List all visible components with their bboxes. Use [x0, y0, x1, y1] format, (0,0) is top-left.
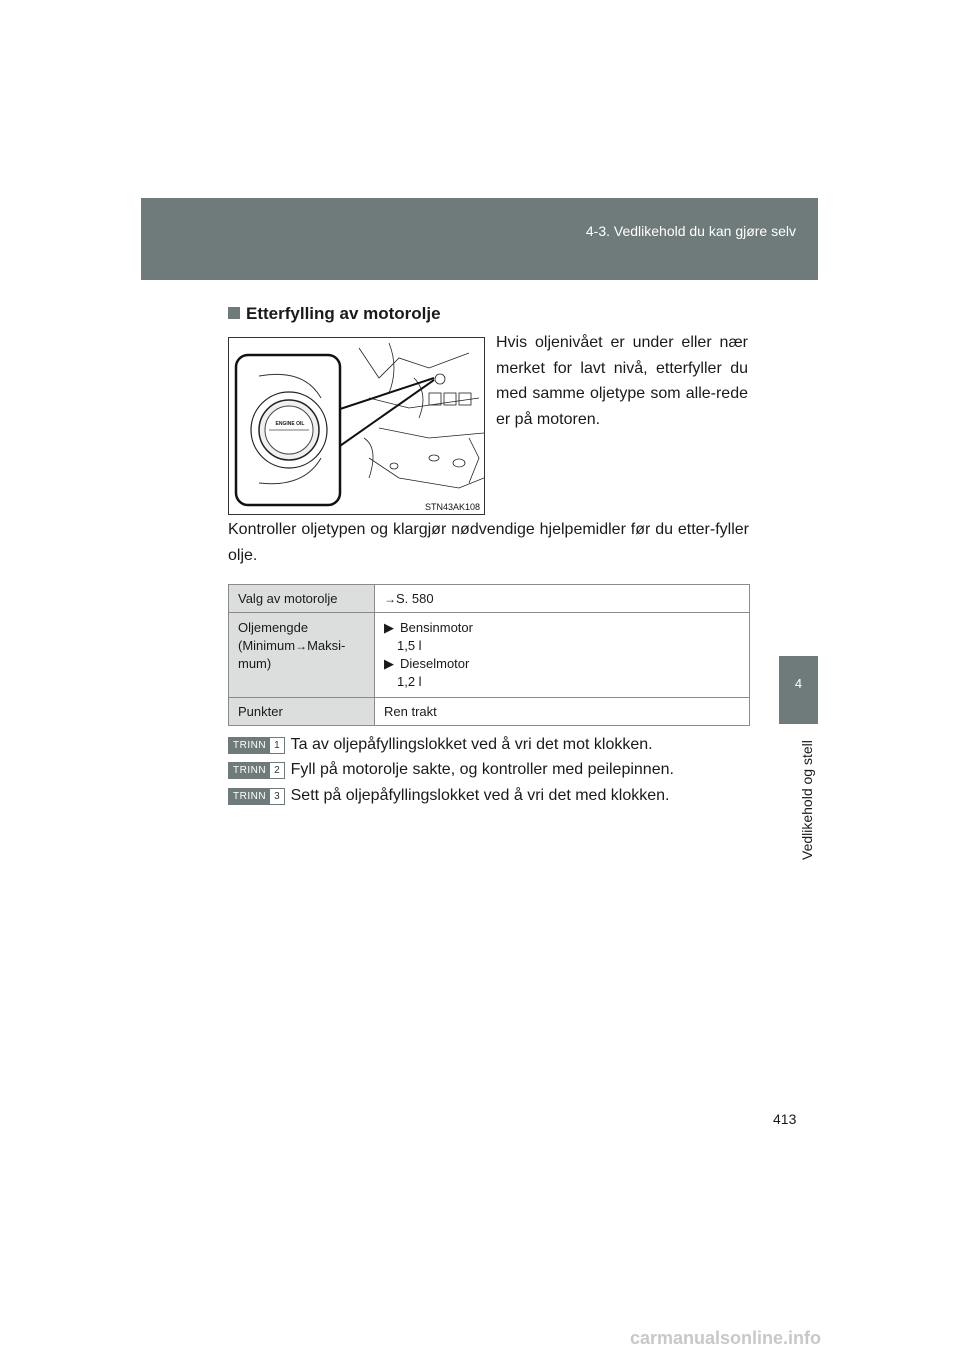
watermark: carmanualsonline.info	[630, 1328, 822, 1348]
section-heading	[228, 304, 441, 324]
step-badge-label: TRINN	[229, 763, 270, 778]
step-badge-label: TRINN	[229, 789, 270, 804]
preparation-paragraph: Kontroller oljetypen og klargjør nødvendige hjelpemidler før du etter-fyller olje.	[228, 521, 749, 564]
table-row	[229, 613, 750, 698]
figure-code: STN43AK108	[424, 502, 480, 512]
key-line: Maksi-	[307, 638, 346, 653]
chapter-header	[141, 198, 818, 280]
step-3	[228, 787, 670, 805]
table-value	[375, 613, 750, 698]
table-key: Valg av motorolje	[229, 585, 375, 613]
engine-bay-drawing	[229, 338, 484, 514]
page-number: 413	[773, 1111, 797, 1127]
chapter-tab-number: 4	[794, 676, 803, 691]
intro-text: Hvis oljenivået er under eller nær merket for lavt nivå, etterfyller du med samme oljetype som alle-rede er på motoren.	[496, 334, 748, 428]
step-text: Fyll på motorolje sakte, og kontroller med peilepinnen.	[290, 761, 674, 778]
step-badge-number: 3	[270, 789, 284, 804]
step-text: Sett på oljepåfyllingslokket ved å vri det med klokken.	[290, 787, 670, 804]
engine-oil-cap-illustration	[228, 337, 485, 515]
key-line: Oljemengde	[238, 620, 309, 635]
list-item	[384, 619, 740, 637]
oil-amount: 1,5 l	[397, 638, 422, 653]
step-text: Ta av oljepåfyllingslokket ved å vri det mot klokken.	[290, 736, 653, 753]
chapter-side-label: Vedlikehold og stell	[799, 740, 815, 860]
page-reference-link[interactable]: S. 580	[396, 591, 434, 606]
step-badge	[228, 788, 285, 805]
table-value	[375, 585, 750, 613]
step-badge	[228, 762, 285, 779]
key-line: (Minimum	[238, 638, 296, 653]
engine-type: Bensinmotor	[400, 620, 473, 635]
chapter-tab	[779, 656, 818, 724]
oil-amount: 1,2 l	[397, 674, 422, 689]
table-key	[229, 613, 375, 698]
chapter-title: 4-3. Vedlikehold du kan gjøre selv	[585, 223, 796, 239]
list-item	[384, 655, 740, 673]
triangle-bullet-icon: ▶	[384, 656, 394, 671]
table-key: Punkter	[229, 698, 375, 726]
triangle-bullet-icon: ▶	[384, 620, 394, 635]
oil-spec-table	[228, 584, 750, 726]
table-value: Ren trakt	[375, 698, 750, 726]
step-1	[228, 736, 653, 754]
section-heading-text: Etterfylling av motorolje	[246, 304, 441, 323]
arrow-right-icon: →	[384, 592, 396, 606]
table-row	[229, 585, 750, 613]
square-bullet-icon	[228, 307, 240, 319]
step-badge	[228, 737, 285, 754]
table-row	[229, 698, 750, 726]
arrow-right-icon: →	[295, 639, 308, 653]
step-badge-number: 1	[270, 738, 284, 753]
cap-label: ENGINE OIL	[275, 421, 305, 427]
step-badge-number: 2	[270, 763, 284, 778]
step-2	[228, 761, 674, 779]
engine-type: Dieselmotor	[400, 656, 470, 671]
step-badge-label: TRINN	[229, 738, 270, 753]
key-line: mum)	[238, 656, 272, 671]
